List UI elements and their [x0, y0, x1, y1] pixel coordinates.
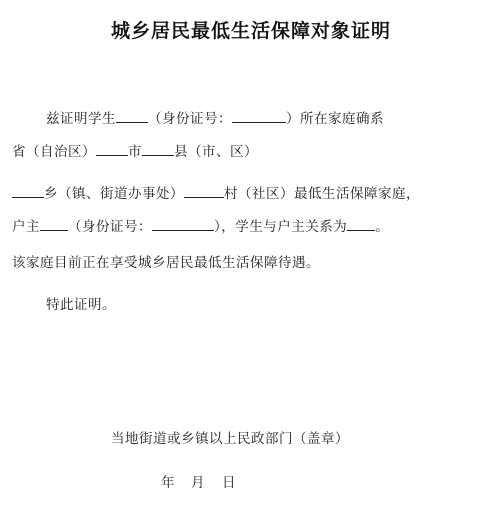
text-village: 村（社区）最低生活保障家庭，	[224, 186, 420, 202]
text-id-label: （身份证号：	[148, 111, 232, 127]
blank-township[interactable]	[12, 183, 44, 198]
text-family-confirm: ）所在家庭确系	[286, 111, 384, 127]
blank-student-id[interactable]	[232, 108, 286, 123]
blank-relationship[interactable]	[347, 216, 375, 231]
blank-city[interactable]	[96, 141, 128, 156]
paragraph-line-2	[12, 141, 258, 161]
paragraph-line-1	[46, 108, 384, 128]
paragraph-line-5: 该家庭目前正在享受城乡居民最低生活保障待遇。	[12, 255, 320, 271]
date-month: 月	[191, 475, 205, 491]
blank-county[interactable]	[142, 141, 174, 156]
text-student-intro: 兹证明学生	[46, 111, 116, 127]
blank-village[interactable]	[184, 183, 224, 198]
text-province: 省（自治区）	[12, 144, 96, 160]
text-period: 。	[375, 219, 390, 235]
closing-statement: 特此证明。	[46, 297, 116, 313]
paragraph-line-3	[12, 183, 420, 203]
text-relationship: ），学生与户主关系为	[214, 219, 348, 235]
text-householder: 户主	[12, 219, 40, 235]
blank-student-name[interactable]	[116, 108, 148, 123]
blank-householder-name[interactable]	[40, 216, 68, 231]
blank-householder-id[interactable]	[152, 216, 214, 231]
authority-seal-line: 当地街道或乡镇以上民政部门（盖章）	[111, 431, 349, 447]
text-city: 市	[128, 144, 142, 160]
text-township: 乡（镇、街道办事处）	[44, 186, 184, 202]
document-title: 城乡居民最低生活保障对象证明	[110, 20, 391, 42]
paragraph-line-4	[12, 216, 389, 236]
date-day: 日	[222, 475, 236, 491]
text-county: 县（市、区）	[174, 144, 258, 160]
date-year: 年	[161, 475, 175, 491]
text-householder-id-label: （身份证号：	[68, 219, 152, 235]
